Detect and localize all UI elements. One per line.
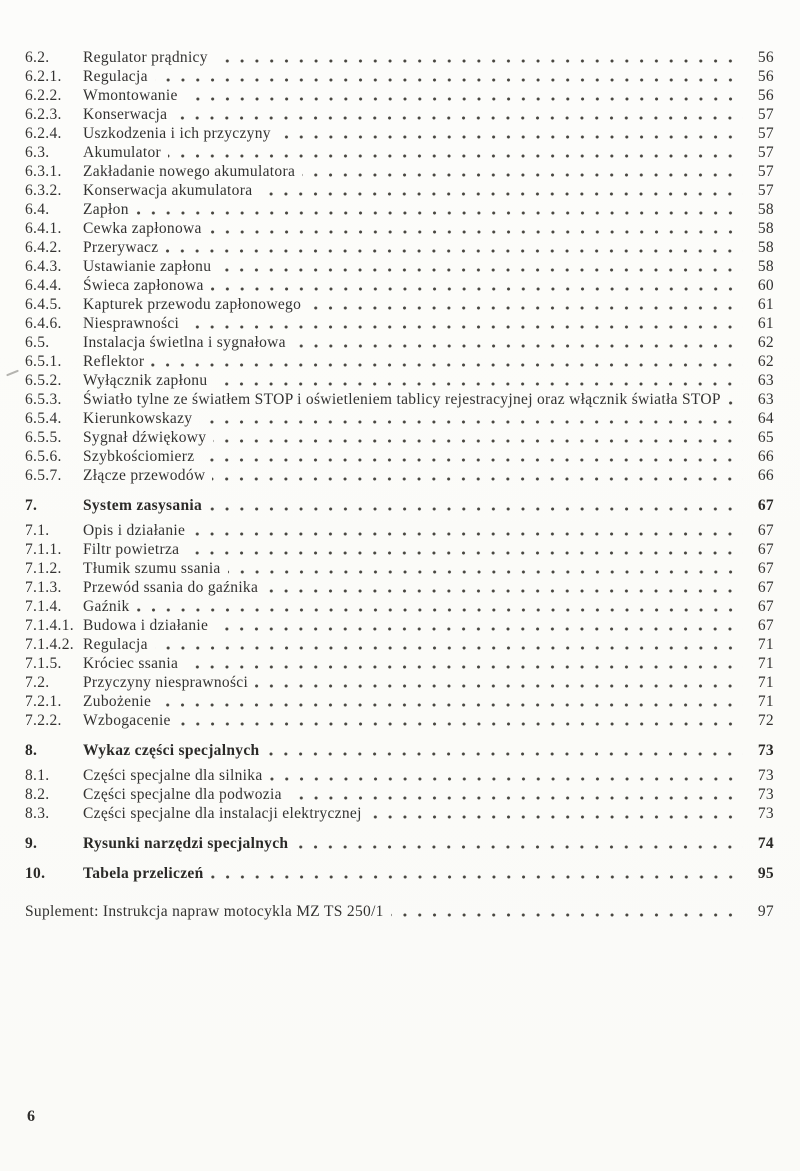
toc-entry: [25, 333, 774, 352]
toc-entry: [25, 864, 774, 883]
toc-entry-number: 6.5.5.: [25, 429, 62, 446]
dot-leader: [144, 352, 746, 371]
toc-entry-title: Króciec ssania: [83, 655, 179, 672]
toc-entry: [25, 466, 774, 485]
toc-entry-page: 95: [757, 865, 774, 882]
dot-leader: [384, 902, 746, 921]
dot-leader: [208, 48, 746, 67]
toc-entry-page: 62: [757, 353, 774, 370]
toc-entry: [25, 314, 774, 333]
dot-leader: [295, 162, 746, 181]
toc-entry-number: 8.: [25, 742, 38, 759]
dot-leader: [252, 181, 746, 200]
dot-leader: [263, 766, 746, 785]
toc-entry: [25, 276, 774, 295]
toc-entry-number: 8.2.: [25, 786, 50, 803]
toc-entry: [25, 67, 774, 86]
toc-entry-title: Ustawianie zapłonu: [83, 258, 212, 275]
toc-entry-page: 73: [757, 805, 774, 822]
toc-entry: [25, 902, 774, 921]
toc-entry-number: 6.2.: [25, 49, 50, 66]
toc-entry-number: 6.2.3.: [25, 106, 62, 123]
toc-entry-title: Suplement: Instrukcja napraw motocykla MZ TS 250/1: [25, 903, 384, 920]
toc-entry-number: 7.1.: [25, 522, 50, 539]
toc-entry-title: Niesprawności: [83, 315, 180, 332]
toc-entry-page: 57: [757, 163, 774, 180]
toc-entry: [25, 711, 774, 730]
toc-entry-title: Części specjalne dla podwozia: [83, 786, 282, 803]
dot-leader: [178, 654, 746, 673]
dot-leader: [288, 834, 746, 853]
toc-entry-page: 57: [757, 182, 774, 199]
toc-entry-page: 67: [757, 617, 774, 634]
dot-leader: [179, 314, 746, 333]
toc-entry: [25, 143, 774, 162]
toc-entry-title: Instalacja świetlna i sygnałowa: [83, 334, 286, 351]
dot-leader: [204, 864, 747, 883]
toc-entry-number: 7.1.4.1.: [25, 617, 74, 634]
dot-leader: [301, 295, 746, 314]
toc-entry-number: 7.2.: [25, 674, 50, 691]
toc-entry-page: 71: [757, 636, 774, 653]
toc-entry-page: 57: [757, 125, 774, 142]
toc-entry-title: Reflektor: [83, 353, 145, 370]
toc-entry: [25, 390, 774, 409]
dot-leader: [282, 785, 746, 804]
dot-leader: [192, 409, 746, 428]
toc-entry-title: Uszkodzenia i ich przyczyny: [83, 125, 271, 142]
toc-entry: [25, 428, 774, 447]
toc-entry: [25, 834, 774, 853]
toc-entry: [25, 521, 774, 540]
toc-entry: [25, 741, 774, 760]
toc-entry-title: Konserwacja akumulatora: [83, 182, 253, 199]
toc-entry-number: 6.5.4.: [25, 410, 62, 427]
toc-entry-title: Kierunkowskazy: [83, 410, 193, 427]
toc-entry-page: 57: [757, 144, 774, 161]
toc-entry-title: Regulacja: [83, 68, 148, 85]
toc-entry-page: 58: [757, 258, 774, 275]
dot-leader: [151, 692, 746, 711]
dot-leader: [171, 711, 746, 730]
toc-entry: [25, 692, 774, 711]
toc-entry-page: 60: [757, 277, 774, 294]
dot-leader: [271, 124, 746, 143]
toc-entry-title: Części specjalne dla instalacji elektrycznej: [83, 805, 362, 822]
toc-entry-page: 67: [757, 560, 774, 577]
toc-entry-title: Przyczyny niesprawności: [83, 674, 249, 691]
toc-entry-page: 57: [757, 106, 774, 123]
toc-entry-title: Regulator prądnicy: [83, 49, 208, 66]
dot-leader: [721, 390, 746, 409]
dot-leader: [167, 105, 746, 124]
dot-leader: [204, 276, 746, 295]
toc-entry-title: Świeca zapłonowa: [83, 277, 204, 294]
toc-entry-page: 71: [757, 693, 774, 710]
toc-entry-title: Rysunki narzędzi specjalnych: [83, 835, 289, 852]
toc-entry-number: 10.: [25, 865, 46, 882]
pen-mark: [6, 370, 19, 377]
toc-entry-page: 67: [757, 497, 774, 514]
dot-leader: [259, 741, 746, 760]
toc-entry: [25, 219, 774, 238]
dot-leader: [248, 673, 746, 692]
toc-entry-number: 6.4.3.: [25, 258, 62, 275]
toc-entry: [25, 181, 774, 200]
toc-entry: [25, 616, 774, 635]
dot-leader: [211, 257, 746, 276]
toc-entry-title: Tłumik szumu ssania: [83, 560, 221, 577]
toc-entry-page: 56: [757, 49, 774, 66]
toc-entry: [25, 162, 774, 181]
toc-entry-page: 58: [757, 201, 774, 218]
dot-leader: [362, 804, 746, 823]
toc-entry-number: 7.1.1.: [25, 541, 62, 558]
dot-leader: [221, 559, 746, 578]
toc-entry-title: Cewka zapłonowa: [83, 220, 202, 237]
toc-entry: [25, 654, 774, 673]
toc-entry-page: 61: [757, 296, 774, 313]
toc-entry-number: 9.: [25, 835, 38, 852]
toc-entry-number: 7.2.1.: [25, 693, 62, 710]
dot-leader: [205, 466, 746, 485]
toc-entry: [25, 257, 774, 276]
toc-entry-number: 7.1.4.2.: [25, 636, 74, 653]
toc-entry: [25, 496, 774, 515]
toc-entry-number: 7.2.2.: [25, 712, 62, 729]
toc-entry-number: 7.1.3.: [25, 579, 62, 596]
toc-entry: [25, 785, 774, 804]
toc-entry-number: 6.5.2.: [25, 372, 62, 389]
toc-entry-page: 58: [757, 239, 774, 256]
toc-entry-page: 72: [757, 712, 774, 729]
toc-entry-page: 67: [757, 522, 774, 539]
toc-entry-page: 58: [757, 220, 774, 237]
toc-entry-title: Regulacja: [83, 636, 148, 653]
toc-entry: [25, 48, 774, 67]
toc-entry-page: 67: [757, 579, 774, 596]
toc-entry-title: Części specjalne dla silnika: [83, 767, 263, 784]
toc-entry-number: 6.4.1.: [25, 220, 62, 237]
toc-entry: [25, 200, 774, 219]
toc-entry-page: 67: [757, 598, 774, 615]
toc-entry-page: 56: [757, 68, 774, 85]
toc-entry-number: 7.1.4.: [25, 598, 62, 615]
toc-entry-page: 97: [757, 903, 774, 920]
dot-leader: [207, 371, 746, 390]
toc-entry: [25, 766, 774, 785]
toc-entry-number: 6.3.2.: [25, 182, 62, 199]
toc-entry-number: 6.4.6.: [25, 315, 62, 332]
toc-entry-page: 64: [757, 410, 774, 427]
toc-entry-page: 56: [757, 87, 774, 104]
toc-entry: [25, 86, 774, 105]
toc-entry: [25, 238, 774, 257]
toc-entry: [25, 447, 774, 466]
toc-entry-number: 6.5.: [25, 334, 50, 351]
toc-entry-number: 6.5.7.: [25, 467, 62, 484]
toc-entry-title: Przerywacz: [83, 239, 159, 256]
dot-leader: [194, 447, 746, 466]
dot-leader: [129, 200, 746, 219]
toc-entry-number: 6.2.2.: [25, 87, 62, 104]
toc-entry-title: Wmontowanie: [83, 87, 178, 104]
dot-leader: [130, 597, 746, 616]
toc-entry-page: 62: [757, 334, 774, 351]
toc-entry: [25, 597, 774, 616]
toc-entry: [25, 673, 774, 692]
toc-entry: [25, 352, 774, 371]
toc-entry: [25, 124, 774, 143]
toc-entry: [25, 635, 774, 654]
toc-entry: [25, 105, 774, 124]
toc-entry-number: 8.3.: [25, 805, 50, 822]
toc-entry-title: Akumulator: [83, 144, 162, 161]
toc-entry-page: 73: [757, 786, 774, 803]
toc-entry: [25, 295, 774, 314]
dot-leader: [178, 86, 746, 105]
toc-entry-number: 6.4.4.: [25, 277, 62, 294]
toc-entry-number: 6.4.: [25, 201, 50, 218]
toc-entry-number: 6.5.3.: [25, 391, 62, 408]
toc-entry-title: Wykaz części specjalnych: [83, 742, 260, 759]
toc-entry-title: Szybkościomierz: [83, 448, 195, 465]
toc-entry-title: Światło tylne ze światłem STOP i oświetleniem tablicy rejestracyjnej oraz włącznik światła STOP: [83, 391, 721, 408]
toc-entry: [25, 559, 774, 578]
toc-entry: [25, 371, 774, 390]
toc-entry-number: 6.4.2.: [25, 239, 62, 256]
dot-leader: [208, 616, 746, 635]
toc-entry-number: 7.1.2.: [25, 560, 62, 577]
toc-entry: [25, 409, 774, 428]
toc-entry-title: Zubożenie: [83, 693, 152, 710]
dot-leader: [185, 521, 746, 540]
toc-entry-title: Filtr powietrza: [83, 541, 180, 558]
dot-leader: [161, 143, 746, 162]
toc-entry-page: 71: [757, 674, 774, 691]
dot-leader: [202, 496, 746, 515]
dot-leader: [206, 428, 746, 447]
toc-entry-page: 66: [757, 467, 774, 484]
toc-entry-number: 7.: [25, 497, 38, 514]
toc-entry-page: 65: [757, 429, 774, 446]
toc-entry-number: 6.3.1.: [25, 163, 62, 180]
toc-entry: [25, 540, 774, 559]
toc-entry-page: 71: [757, 655, 774, 672]
toc-entry-number: 6.5.6.: [25, 448, 62, 465]
toc-entry: [25, 804, 774, 823]
toc-entry-number: 8.1.: [25, 767, 50, 784]
toc-entry-number: 7.1.5.: [25, 655, 62, 672]
toc-entry-page: 67: [757, 541, 774, 558]
toc-entry-number: 6.4.5.: [25, 296, 62, 313]
toc-entry-title: Budowa i działanie: [83, 617, 209, 634]
toc-entry: [25, 578, 774, 597]
toc-entry-page: 66: [757, 448, 774, 465]
toc-entry-page: 74: [757, 835, 774, 852]
dot-leader: [286, 333, 746, 352]
toc-entry-title: Sygnał dźwiękowy: [83, 429, 207, 446]
toc-entry-title: Gaźnik: [83, 598, 130, 615]
toc-entry-title: Opis i działanie: [83, 522, 186, 539]
dot-leader: [202, 219, 746, 238]
dot-leader: [148, 635, 746, 654]
toc-entry-number: 6.5.1.: [25, 353, 62, 370]
dot-leader: [258, 578, 746, 597]
toc-entry-title: Zapłon: [83, 201, 129, 218]
toc-entry-number: 6.2.4.: [25, 125, 62, 142]
toc-entry-title: Tabela przeliczeń: [83, 865, 204, 882]
toc-entry-title: Złącze przewodów: [83, 467, 206, 484]
toc-entry-title: Zakładanie nowego akumulatora: [83, 163, 296, 180]
toc-entry-number: 6.3.: [25, 144, 50, 161]
dot-leader: [148, 67, 746, 86]
page-number: 6: [27, 1108, 35, 1125]
table-of-contents: [25, 48, 774, 921]
toc-entry-title: Wzbogacenie: [83, 712, 171, 729]
dot-leader: [179, 540, 746, 559]
toc-entry-page: 73: [757, 742, 774, 759]
dot-leader: [158, 238, 746, 257]
toc-entry-page: 63: [757, 372, 774, 389]
toc-entry-title: Wyłącznik zapłonu: [83, 372, 208, 389]
toc-entry-title: Kapturek przewodu zapłonowego: [83, 296, 302, 313]
toc-entry-page: 61: [757, 315, 774, 332]
toc-entry-title: Konserwacja: [83, 106, 168, 123]
toc-entry-title: System zasysania: [83, 497, 203, 514]
toc-entry-title: Przewód ssania do gaźnika: [83, 579, 259, 596]
toc-entry-number: 6.2.1.: [25, 68, 62, 85]
toc-entry-page: 73: [757, 767, 774, 784]
toc-entry-page: 63: [757, 391, 774, 408]
